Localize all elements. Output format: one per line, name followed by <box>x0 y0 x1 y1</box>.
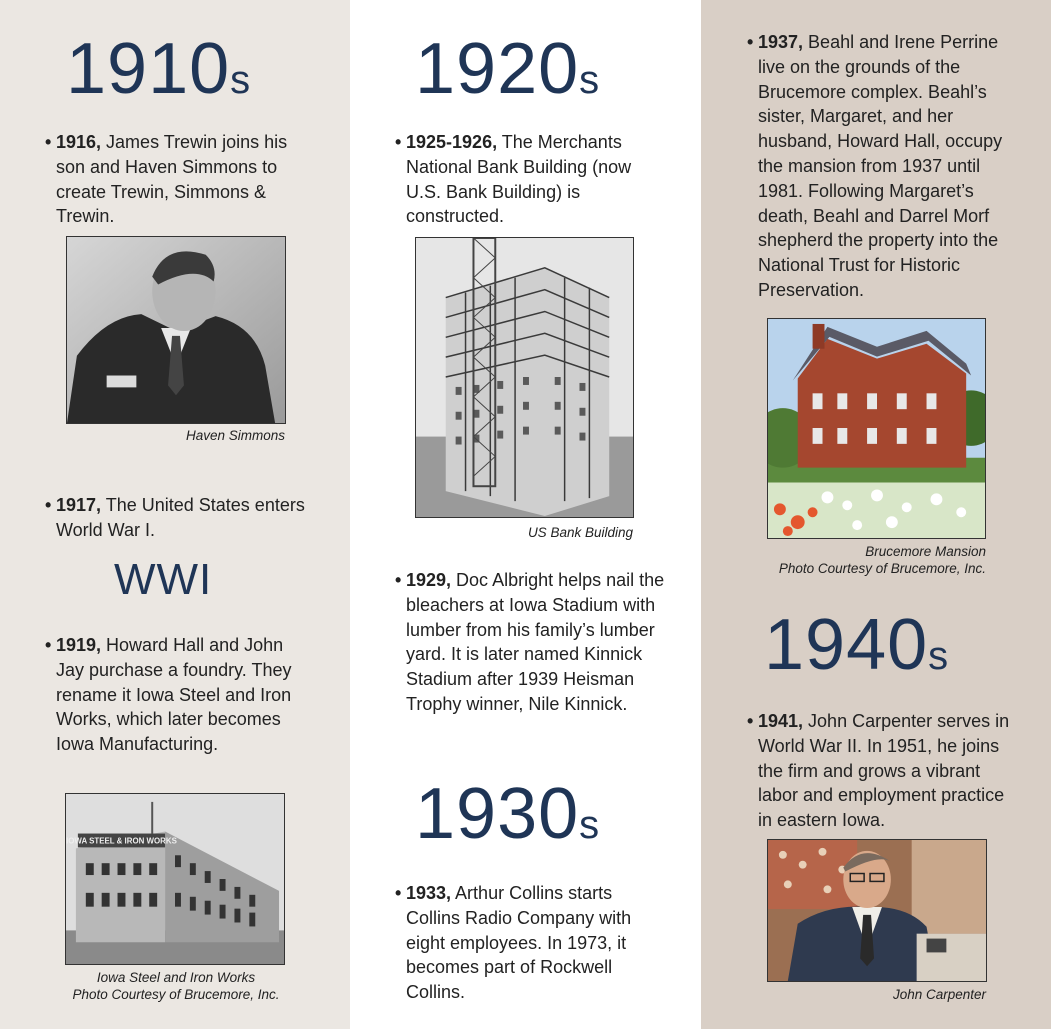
column-1910s <box>0 0 350 1029</box>
photo-haven-simmons <box>66 236 286 424</box>
caption-haven-simmons: Haven Simmons <box>185 428 285 443</box>
decade-suffix: s <box>579 58 600 102</box>
entry-year: 1916, <box>56 132 102 152</box>
building-sign-text: IOWA STEEL & IRON WORKS <box>66 836 177 846</box>
timeline-entry-1917 <box>45 493 311 543</box>
timeline-entry-1933 <box>395 881 656 1005</box>
photo-iowa-steel-iron-works <box>65 793 285 965</box>
timeline-entry-1925-1926 <box>395 130 661 229</box>
decade-number: 1930 <box>415 774 580 854</box>
bullet-icon: • <box>395 883 402 903</box>
entry-text: Arthur Collins starts Collins Radio Company with eight employees. In 1973, it becomes part of Rockwell Collins. <box>406 883 632 1003</box>
entry-text: The Merchants National Bank Building (now U.S. Bank Building) is constructed. <box>406 132 632 227</box>
timeline-entry-1919 <box>45 633 316 757</box>
bullet-icon: • <box>45 132 52 152</box>
decade-heading-1930s <box>415 774 600 854</box>
bullet-icon: • <box>395 132 402 152</box>
entry-year: 1917, <box>56 495 102 515</box>
timeline-entry-1916 <box>45 130 311 229</box>
entry-year: 1919, <box>56 635 102 655</box>
column-1930s-1940s <box>701 0 1051 1029</box>
photo-john-carpenter <box>767 839 987 982</box>
bullet-icon: • <box>747 711 754 731</box>
wwi-heading: WWI <box>114 555 213 604</box>
caption-line: Iowa Steel and Iron Works <box>96 970 256 985</box>
caption-credit: Photo Courtesy of Brucemore, Inc. <box>72 987 280 1002</box>
entry-text: James Trewin joins his son and Haven Simmons to create Trewin, Simmons & Trewin. <box>56 132 288 227</box>
decade-number: 1920 <box>415 29 580 109</box>
entry-text: Beahl and Irene Perrine live on the grounds of the Brucemore complex. Beahl’s sister, Margaret, and her husband, Howard Hall, occupy the mansion from 1937 until 1981. Following Margaret’s death, Beahl and Darrel Morf shepherd the property into the National Trust for Historic Preservation. <box>758 32 1003 300</box>
photo-brucemore-mansion <box>767 318 986 539</box>
decade-heading-1910s <box>66 29 251 109</box>
timeline-entry-1937 <box>747 30 1020 303</box>
entry-year: 1925-1926, <box>406 132 498 152</box>
bullet-icon: • <box>45 495 52 515</box>
decade-number: 1910 <box>66 29 231 109</box>
entry-text: Doc Albright helps nail the bleachers at Iowa Stadium with lumber from his family’s lumber yard. It is later named Kinnick Stadium after 1939 Heisman Trophy winner, Nile Kinnick. <box>406 570 665 714</box>
entry-text: The United States enters World War I. <box>56 495 305 540</box>
timeline-entry-1929 <box>395 568 668 717</box>
entry-year: 1941, <box>758 711 804 731</box>
entry-year: 1933, <box>406 883 452 903</box>
entry-text: John Carpenter serves in World War II. In 1951, he joins the firm and grows a vibrant labor and employment practice in eastern Iowa. <box>758 711 1010 831</box>
caption-line: Brucemore Mansion <box>865 544 986 559</box>
caption-brucemore-mansion <box>741 543 986 577</box>
decade-number: 1940 <box>764 605 929 685</box>
caption-john-carpenter: John Carpenter <box>892 987 986 1002</box>
caption-iowa-steel <box>60 969 292 1003</box>
decade-heading-1940s <box>764 605 949 685</box>
bullet-icon: • <box>45 635 52 655</box>
entry-year: 1937, <box>758 32 804 52</box>
entry-year: 1929, <box>406 570 452 590</box>
decade-suffix: s <box>579 803 600 847</box>
caption-us-bank-building: US Bank Building <box>527 525 633 540</box>
decade-heading-1920s <box>415 29 600 109</box>
caption-credit: Photo Courtesy of Brucemore, Inc. <box>778 561 986 576</box>
bullet-icon: • <box>747 32 754 52</box>
photo-us-bank-building <box>415 237 634 518</box>
column-1920s-1930s <box>350 0 701 1029</box>
bullet-icon: • <box>395 570 402 590</box>
entry-text: Howard Hall and John Jay purchase a foundry. They rename it Iowa Steel and Iron Works, which later becomes Iowa Manufacturing. <box>56 635 292 755</box>
timeline-entry-1941 <box>747 709 1020 833</box>
decade-suffix: s <box>928 634 949 678</box>
decade-suffix: s <box>230 58 251 102</box>
